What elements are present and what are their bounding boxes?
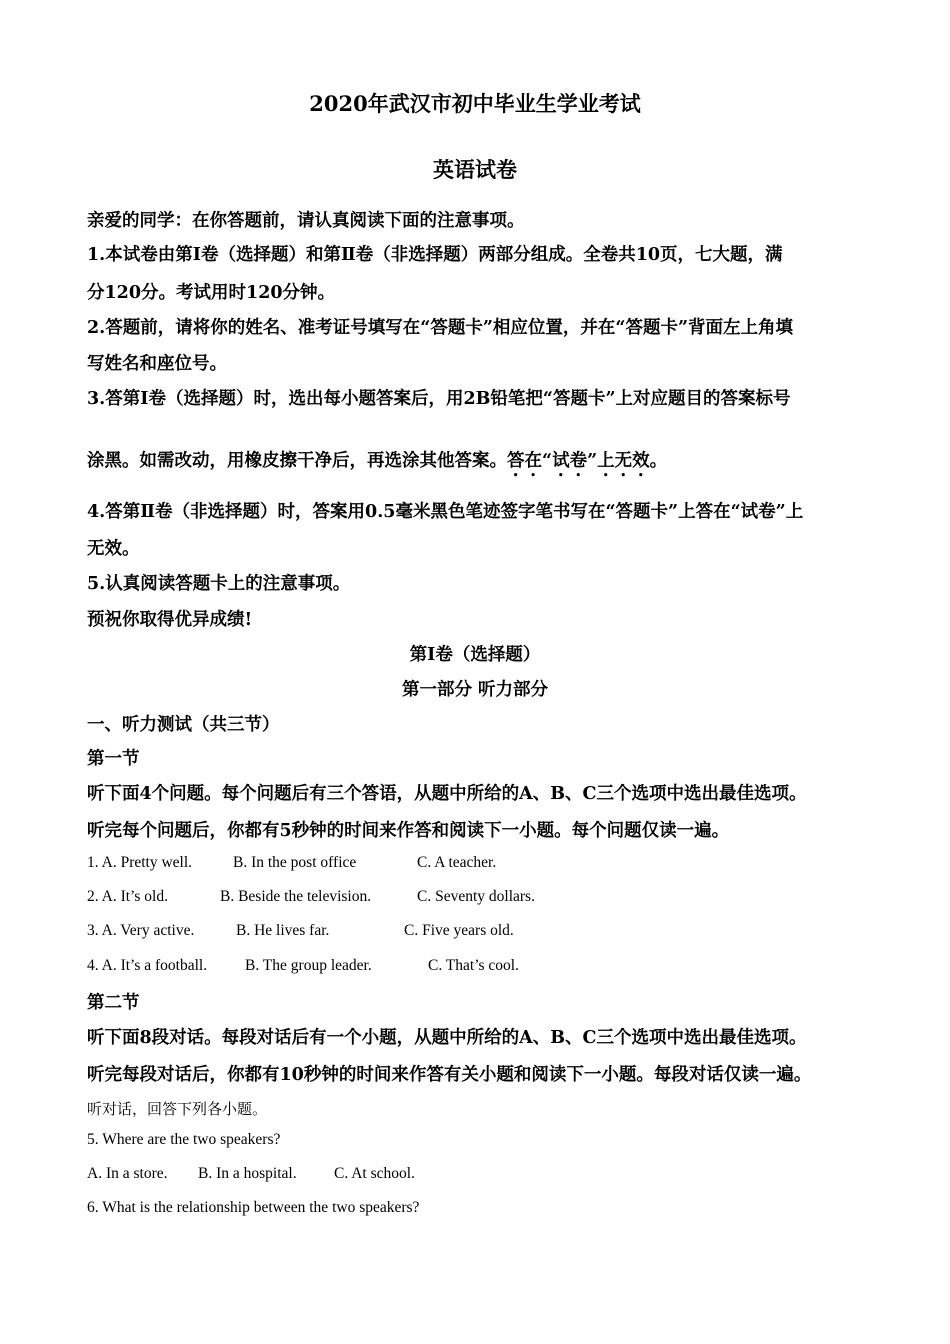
option-a: 1. A. Pretty well. [87,854,193,871]
notice-item-5: 5.认真阅读答题卡上的注意事项。 [87,574,351,594]
option-b: B. In a hospital. [198,1165,297,1182]
section-1-instruction-line-2: 听完每个问题后，你都有5秒钟的时间来作答和阅读下一小题。每个问题仅读一遍。 [87,821,730,841]
notice-item-2-line-2: 写姓名和座位号。 [87,354,227,374]
option-b: B. He lives far. [236,922,330,939]
section-1-instruction-line-1: 听下面4个问题。每个问题后有三个答语，从题中所给的A、B、C三个选项中选出最佳选项。 [87,784,807,804]
notice-intro: 亲爱的同学：在你答题前，请认真阅读下面的注意事项。 [87,211,525,231]
notice-item-3-line-1: 3.答第Ⅰ卷（选择题）时，选出每小题答案后，用2B铅笔把“答题卡”上对应题目的答案标号 [87,389,791,409]
notice-item-4-line-2: 无效。 [87,539,140,559]
option-a: 4. A. It’s a football. [87,957,208,974]
option-c: C. A teacher. [417,854,497,871]
section-2-heading: 第二节 [87,993,140,1013]
section-2-lead: 听对话，回答下列各小题。 [87,1100,268,1118]
emphasized-warning: 答在“试卷”上无效 [507,451,650,471]
question-5: 5. Where are the two speakers? [87,1131,281,1148]
option-c: C. That’s cool. [428,957,519,974]
option-c: C. Five years old. [404,922,514,939]
section-heading: 一、听力测试（共三节） [87,715,280,735]
exam-title: 2020年武汉市初中毕业生学业考试 [309,91,641,116]
notice-item-3-text: 涂黑。如需改动，用橡皮擦干净后，再选涂其他答案。 [87,451,507,471]
option-a: 2. A. It’s old. [87,888,168,905]
section-1-heading: 第一节 [87,749,140,769]
part-heading: 第一部分 听力部分 [401,680,549,700]
option-a: 3. A. Very active. [87,922,195,939]
volume-heading: 第Ⅰ卷（选择题） [409,645,541,665]
notice-item-1-line-1: 1.本试卷由第Ⅰ卷（选择题）和第Ⅱ卷（非选择题）两部分组成。全卷共10页，七大题，满 [87,245,783,265]
option-b: B. In the post office [233,854,357,871]
question-6: 6. What is the relationship between the two speakers? [87,1199,420,1216]
section-2-instruction-line-2: 听完每段对话后，你都有10秒钟的时间来作答有关小题和阅读下一小题。每段对话仅读一遍。 [87,1065,812,1085]
notice-item-3-end: 。 [649,451,668,471]
option-c: C. At school. [334,1165,415,1182]
option-a: A. In a store. [87,1165,168,1182]
option-b: B. The group leader. [245,957,372,974]
notice-item-3-line-2 [87,447,667,481]
notice-wish: 预祝你取得优异成绩! [87,610,253,630]
option-b: B. Beside the television. [220,888,372,905]
notice-item-1-line-2: 分120分。考试用时120分钟。 [87,283,336,303]
notice-item-2-line-1: 2.答题前，请将你的姓名、准考证号填写在“答题卡”相应位置，并在“答题卡”背面左上角填 [87,318,794,338]
option-c: C. Seventy dollars. [417,888,535,905]
section-2-instruction-line-1: 听下面8段对话。每段对话后有一个小题，从题中所给的A、B、C三个选项中选出最佳选项。 [87,1028,807,1048]
exam-subtitle: 英语试卷 [433,157,517,182]
notice-item-4-line-1: 4.答第Ⅱ卷（非选择题）时，答案用0.5毫米黑色笔迹签字笔书写在“答题卡”上答在“试卷”上 [87,502,804,522]
